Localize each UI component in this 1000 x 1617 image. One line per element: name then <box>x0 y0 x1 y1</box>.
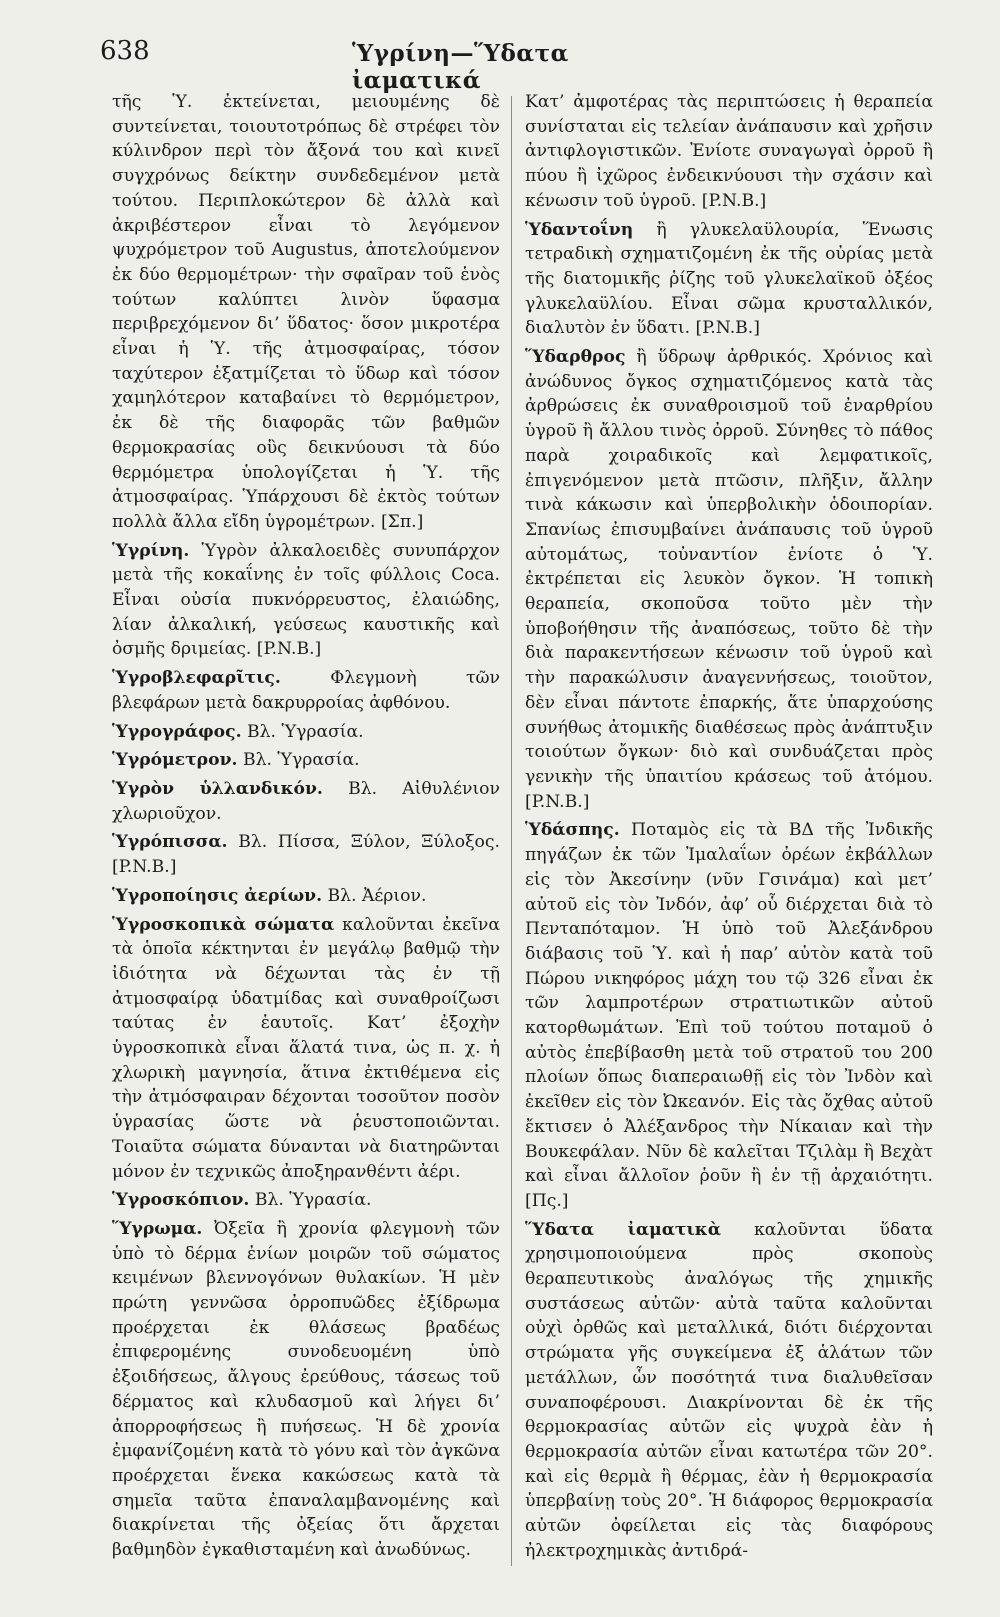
dictionary-entry <box>112 884 500 909</box>
entry-headword: Ὑδάσπης. <box>525 820 620 841</box>
dictionary-entry <box>112 539 500 663</box>
entry-text: καλοῦνται ἐκεῖνα τὰ ὁποῖα κέκτηνται ἐν μεγάλῳ βαθμῷ τὴν ἰδιότητα νὰ δέχωνται τὰς ἐν τῇ ἀτμοσφαίρᾳ ὑδατμίδας καὶ συναθροίζωσι ταύτας ἐν ἑαυτοῖς. Κατ’ ἐξοχὴν ὑγροσκοπικὰ εἶναι ἅλατά τινα, ὡς π. χ. ἡ χλωρικὴ μαγνησία, ἅτινα ἐκτιθέμενα εἰς τὴν ἀτμόσφαιραν δέχονται τοσοῦτον ποσὸν ὑγρασίας ὥστε νὰ ῥευστοποιῶνται. Τοιαῦτα σώματα δύνανται νὰ διατηρῶνται μόνον ἐν τεχνικῶς ἀποξηρανθέντι ἀέρι. <box>112 914 500 1182</box>
entry-headword: Ὕδατα ἰαματικὰ <box>525 1219 721 1240</box>
page-number: 638 <box>100 36 150 66</box>
page-header <box>100 36 700 94</box>
entry-text: Κατ’ ἀμφοτέρας τὰς περιπτώσεις ἡ θεραπεία συνίσταται εἰς τελείαν ἀνάπαυσιν καὶ χρῆσιν ἀντιφλογιστικῶν. Ἐνίοτε συναγωγαὶ ὀρροῦ ἢ πύου ἢ ἰχῶρος ἐνδεικνύουσι τὴν σχάσιν καὶ κένωσιν τοῦ ὑγροῦ. [P.N.B.] <box>525 92 933 211</box>
dictionary-entry <box>525 345 933 814</box>
entry-headword: Ὑγροσκόπιον. <box>112 1190 250 1211</box>
running-title: Ὑγρίνη—Ὕδατα ἰαματικά <box>352 40 569 94</box>
dictionary-entry <box>112 90 500 535</box>
dictionary-entry <box>112 666 500 715</box>
entry-text: ἢ γλυκελαϋλουρία, Ἕνωσις τετραδικὴ σχηματιζομένη ἐκ τῆς οὐρίας μετὰ τῆς διατομικῆς ῥίζης τοῦ γλυκελαϊκοῦ ὀξέος γλυκελαϋλίου. Εἶναι σῶμα κρυσταλλικόν, διαλυτὸν ἐν ὕδατι. [P.N.B.] <box>525 219 933 339</box>
entry-headword: Ὑγρὸν ὑλλανδικόν. <box>112 778 323 799</box>
entry-headword: Ὑγροσκοπικὰ σώματα <box>112 914 335 935</box>
entry-text: Βλ. Πίσσα, Ξύλον, Ξύλοξος. [P.N.B.] <box>112 832 500 878</box>
dictionary-entry <box>112 913 500 1185</box>
entry-headword: Ὑδαντοΐνη <box>525 219 634 240</box>
dictionary-entry <box>525 218 933 342</box>
dictionary-entry <box>525 818 933 1213</box>
entry-text: Φλεγμονὴ τῶν βλεφάρων μετὰ δακρυρροίας ἀφθόνου. <box>112 668 500 713</box>
entry-text: Βλ. Ὑγρασία. <box>237 750 360 771</box>
entry-text: Ποταμὸς εἰς τὰ ΒΔ τῆς Ἰνδικῆς πηγάζων ἐκ τῶν Ἰμαλαΐων ὀρέων ἐκβάλλων εἰς τὸν Ἀκεσίνην (νῦν Γσινάμα) καὶ μετ’ αὐτοῦ εἰς τὸν Ἰνδόν, ἀφ’ οὗ διέρχεται διὰ τὸ Πενταπόταμον. Ἡ ὑπὸ τοῦ Ἀλεξάνδρου διάβασις τοῦ Ὑ. καὶ ἡ παρ’ αὐτὸν κατὰ τοῦ Πώρου νικηφόρος μάχη του τῷ 326 εἶναι ἐκ τῶν λαμπροτέρων στρατιωτικῶν αὐτοῦ κατορθωμάτων. Ἐπὶ τοῦ τούτου ποταμοῦ ὁ αὐτὸς ἐπεβίβασθη μετὰ τοῦ στρατοῦ του 200 πλοίων ὅπως διαπεραιωθῇ εἰς τὸν Ἰνδὸν καὶ ἐκεῖθεν εἰς τὸν Ὠκεανόν. Εἰς τὰς ὄχθας αὐτοῦ ἔκτισεν ὁ Ἀλέξανδρος τὴν Νίκαιαν καὶ τὴν Βουκεφάλαν. Νῦν δὲ καλεῖται Τζιλὰμ ἢ Βεχὰτ καὶ εἶναι ἄλλοῖον ῥοῦν ἢ ἐν τῇ ἀρχαιότητι. [Πς.] <box>525 820 933 1211</box>
dictionary-entry <box>112 1188 500 1213</box>
entry-text: Ὀξεῖα ἢ χρονία φλεγμονὴ τῶν ὑπὸ τὸ δέρμα ἐνίων μοιρῶν τοῦ σώματος κειμένων βλεννογόνων θυλακίων. Ἡ μὲν πρώτη γεννῶσα ὀρροπυῶδες ἐξίδρωμα προέρχεται ἐκ θλάσεως βραδέως ἐπιφερομένης συνοδευομένη ὑπὸ ἐξοιδήσεως, ἄλγους ἐρεύθους, τάσεως τοῦ δέρματος καὶ κλυδασμοῦ καὶ λήγει δι’ ἀπορροφήσεως ἢ πυήσεως. Ἡ δὲ χρονία ἐμφανίζομένη κατὰ τὸ γόνυ καὶ τὸν ἀγκῶνα προέρχεται ἕνεκα κακώσεως κατὰ τὰ σημεῖα ταῦτα ἐπαναλαμβανομένης καὶ διακρίνεται τῆς ὀξείας ὅτι ἄρχεται βαθμηδὸν ἐγκαθισταμένη καὶ ἀνωδύνως. <box>112 1218 500 1561</box>
entry-headword: Ὑγροποίησις ἀερίων. <box>112 885 323 906</box>
left-column <box>112 90 500 1567</box>
entry-text: Βλ. Ὑγρασία. <box>249 1190 372 1211</box>
dictionary-entry <box>112 748 500 773</box>
entry-text: Βλ. Ἀέριον. <box>322 885 427 906</box>
entry-headword: Ὑγροβλεφαρῖτις. <box>112 668 281 689</box>
entry-text: Ὑγρὸν ἀλκαλοειδὲς συνυπάρχον μετὰ τῆς κοκαΐνης ἐν τοῖς φύλλοις Coca. Εἶναι οὐσία πυκνόρρευστος, ἐλαιώδης, λίαν ἀλκαλική, γεύσεως καυστικῆς καὶ ὀσμῆς δριμείας. [P.N.B.] <box>112 540 500 660</box>
entry-text: Βλ. Αἰθυλένιον χλωριοῦχον. <box>112 778 500 824</box>
entry-text: καλοῦνται ὕδατα χρησιμοποιούμενα πρὸς σκοποὺς θεραπευτικοὺς ἀναλόγως τῆς χημικῆς συστάσεως αὐτῶν· αὐτὰ ταῦτα καλοῦνται οὐχὶ ὀρθῶς καὶ μεταλλικά, διότι διέρχονται στρώματα γῆς συγκείμενα ἐξ ἁλάτων τῶν μετάλλων, ὧν ποσότητά τινα διαλυθεῖσαν συναποφέρουσι. Διακρίνονται δὲ ἐκ τῆς θερμοκρασίας αὐτῶν εἰς ψυχρὰ ἐὰν ἡ θερμοκρασία αὐτῶν εἶναι κατωτέρα τῶν 20°. καὶ εἰς θερμὰ ἢ θέρμας, ἐὰν ἡ θερμοκρασία ὑπερβαίνῃ τοὺς 20°. Ἡ διάφορος θερμοκρασία αὐτῶν ὀφείλεται εἰς τὰς διαφόρους ἠλεκτροχημικὰς ἀντιδρά- <box>525 1219 933 1561</box>
entry-text: τῆς Ὑ. ἐκτείνεται, μειουμένης δὲ συντείνεται, τοιουτοτρόπως δὲ στρέφει τὸν κύλινδρον περὶ τὸν ἄξονά του καὶ κινεῖ συγχρόνως δείκτην συνδεδεμένον μετὰ τούτου. Περιπλοκώτερον δὲ ἀλλὰ καὶ ἀκριβέστερον εἶναι τὸ λεγόμενον ψυχρόμετρον τοῦ Augustus, ἀποτελούμενον ἐκ δύο θερμομέτρων· τὴν σφαῖραν τοῦ ἑνὸς τούτων καλύπτει λινὸν ὕφασμα περιβρεχόμενον δι’ ὕδατος· ὅσον μικροτέρα εἶναι ἡ Ὑ. τῆς ἀτμοσφαίρας, τόσον ταχύτερον ἐξατμίζεται τὸ ὕδωρ καὶ τόσον χαμηλότερον καταβαίνει τὸ θερμόμετρον, ἐκ δὲ τῆς διαφορᾶς τῶν βαθμῶν θερμοκρασίας οὓς δεικνύουσι τὰ δύο θερμόμετρα ὑπολογίζεται ἡ Ὑ. τῆς ἀτμοσφαίρας. Ὑπάρχουσι δὲ ἐκτὸς τούτων πολλὰ ἄλλα εἴδη ὑγρομέτρων. [Σπ.] <box>112 92 500 532</box>
entry-headword: Ὕδαρθρος <box>525 347 626 368</box>
dictionary-entry <box>112 777 500 826</box>
right-column <box>525 90 933 1567</box>
entry-text: ἢ ὕδρωψ ἀρθρικός. Χρόνιος καὶ ἀνώδυνος ὄγκος σχηματιζόμενος κατὰ τὰς ἀρθρώσεις ἐκ συναθροισμοῦ τοῦ ἐναρθρίου ὑγροῦ ἢ ἄλλου τινὸς ὀρροῦ. Σύνηθες τὸ πάθος παρὰ χοιραδικοῖς καὶ λεμφατικοῖς, ἐπιγενόμενον μετὰ πτῶσιν, πλῆξιν, ἄλλην τινὰ κάκωσιν καὶ ὑπερβολικὴν ὁδοιπορίαν. Σπανίως ἐπισυμβαίνει ἀνάπαυσις τοῦ ὑγροῦ αὐτομάτως, τοὐναντίον ἐνίοτε ὁ Ὑ. ἐκτρέπεται εἰς λευκὸν ὄγκον. Ἡ τοπικὴ θεραπεία, σκοποῦσα τοῦτο μὲν τὴν ὑποβοήθησιν τῆς ἀναπόσεως, τοῦτο δὲ τὴν διὰ παρακεντήσεων κένωσιν τοῦ ὑγροῦ καὶ τὴν παρακώλυσιν ἀναγεννήσεως, τοιοῦτον, δὲν εἶναι πάντοτε ἐπαρκής, ἅτε ὑπαρχούσης συνήθως ἀτομικῆς διαθέσεως πρὸς ἀνάπτυξιν τοιούτων ὄγκων· διὸ καὶ συνδυάζεται πρὸς γενικὴν τῆς ὑπαιτίου κράσεως τοῦ ἀτόμου. [P.N.B.] <box>525 347 933 812</box>
entry-headword: Ὑγρόμετρον. <box>112 750 238 771</box>
entry-text: Βλ. Ὑγρασία. <box>241 721 364 742</box>
entry-headword: Ὑγρογράφος. <box>112 721 242 742</box>
dictionary-entry <box>112 1217 500 1563</box>
entry-headword: Ὑγρόπισσα. <box>112 832 228 853</box>
dictionary-entry <box>525 1218 933 1564</box>
dictionary-entry <box>112 720 500 745</box>
entry-headword: Ὑγρίνη. <box>112 540 190 561</box>
dictionary-entry <box>525 90 933 214</box>
column-divider <box>511 96 512 1566</box>
dictionary-entry <box>112 830 500 879</box>
entry-headword: Ὕγρωμα. <box>112 1218 203 1239</box>
